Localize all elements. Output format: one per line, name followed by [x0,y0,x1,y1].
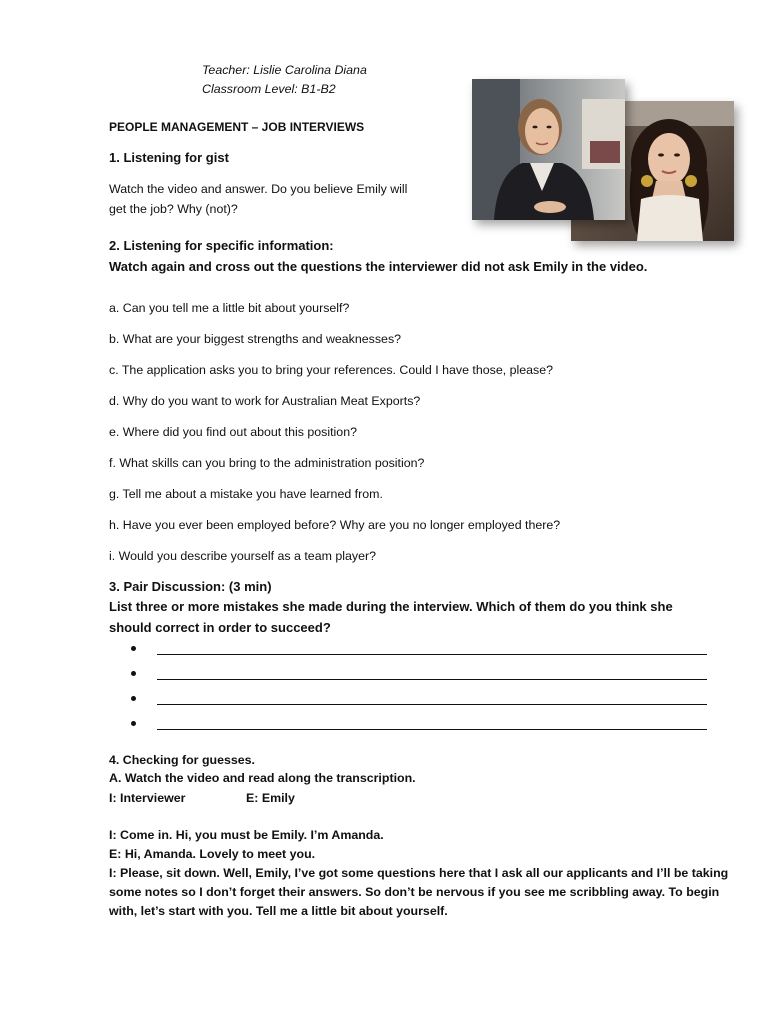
question-item: a. Can you tell me a little bit about yourself? [109,301,350,315]
transcript-line: some notes so I don’t forget their answers. So don’t be nervous if you see me scribbling away. To begin [109,885,720,899]
section3-heading: 3. Pair Discussion: (3 min) [109,579,272,594]
bullet-point [131,671,136,676]
amanda-photo [472,79,625,220]
section1-text-line1: Watch the video and answer. Do you believe Emily will [109,182,408,196]
bullet-point [131,696,136,701]
question-item: b. What are your biggest strengths and weaknesses? [109,332,402,346]
transcript-line: with, let’s start with you. Tell me a little bit about yourself. [109,904,448,918]
legend-emily: E: Emily [246,791,295,805]
section2-heading: 2. Listening for specific information: [109,238,334,253]
document-title: PEOPLE MANAGEMENT – JOB INTERVIEWS [109,120,365,134]
section1-text-line2: get the job? Why (not)? [109,202,238,216]
question-item: h. Have you ever been employed before? Why are you no longer employed there? [109,518,561,532]
section4-heading: 4. Checking for guesses. [109,753,255,767]
legend-interviewer: I: Interviewer [109,791,186,805]
question-item: c. The application asks you to bring your references. Could I have those, please? [109,363,554,377]
section1-heading: 1. Listening for gist [109,150,229,165]
question-item: e. Where did you find out about this position? [109,425,357,439]
question-item: f. What skills can you bring to the administration position? [109,456,425,470]
answer-blank-line[interactable] [157,679,707,680]
transcript-line: E: Hi, Amanda. Lovely to meet you. [109,847,316,861]
question-item: i. Would you describe yourself as a team player? [109,549,376,563]
answer-blank-line[interactable] [157,654,707,655]
classroom-level: Classroom Level: B1-B2 [202,82,336,96]
transcript-line: I: Please, sit down. Well, Emily, I’ve got some questions here that I ask all our applicants and I’ll be taking [109,866,729,880]
section2-instruction: Watch again and cross out the questions the interviewer did not ask Emily in the video. [109,259,648,274]
answer-blank-line[interactable] [157,704,707,705]
question-item: d. Why do you want to work for Australian Meat Exports? [109,394,421,408]
teacher-name: Teacher: Lislie Carolina Diana [202,63,367,77]
bullet-point [131,721,136,726]
question-item: g. Tell me about a mistake you have learned from. [109,487,383,501]
section3-instruction-line2: should correct in order to succeed? [109,620,331,635]
bullet-point [131,646,136,651]
transcript-line: I: Come in. Hi, you must be Emily. I’m Amanda. [109,828,384,842]
answer-blank-line[interactable] [157,729,707,730]
section4-subheading: A. Watch the video and read along the transcription. [109,771,416,785]
section3-instruction-line1: List three or more mistakes she made during the interview. Which of them do you think she [109,599,673,614]
